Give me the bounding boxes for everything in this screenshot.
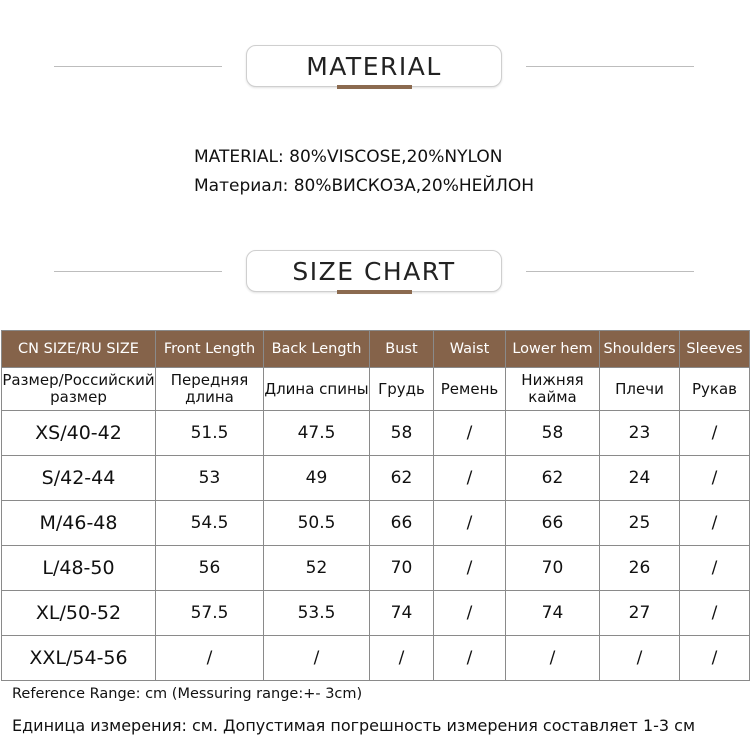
header-row-en xyxy=(2,331,750,368)
header-cell: Shoulders xyxy=(600,331,680,368)
table-cell: 23 xyxy=(600,411,680,456)
material-text-ru: Материал: 80%ВИСКОЗА,20%НЕЙЛОН xyxy=(194,176,535,196)
table-cell: / xyxy=(680,456,750,501)
table-cell: 74 xyxy=(370,591,434,636)
header-cell: Front Length xyxy=(156,331,264,368)
material-section-header xyxy=(0,45,750,91)
table-cell: / xyxy=(680,411,750,456)
size-chart-table xyxy=(1,330,750,681)
table-cell: 62 xyxy=(506,456,600,501)
header-cell: Lower hem xyxy=(506,331,600,368)
size-chart-section-header xyxy=(0,250,750,296)
header-ru-cell: Ремень xyxy=(434,368,506,411)
divider-left xyxy=(54,271,222,272)
header-row-ru xyxy=(2,368,750,411)
header-ru-cell: Грудь xyxy=(370,368,434,411)
table-cell: 58 xyxy=(370,411,434,456)
table-cell: 51.5 xyxy=(156,411,264,456)
table-cell: 49 xyxy=(264,456,370,501)
table-cell: 53 xyxy=(156,456,264,501)
table-cell: / xyxy=(506,636,600,681)
table-row xyxy=(2,591,750,636)
table-cell: 26 xyxy=(600,546,680,591)
divider-right xyxy=(526,271,694,272)
divider-right xyxy=(526,66,694,67)
heading-underline xyxy=(337,290,412,294)
material-heading: MATERIAL xyxy=(246,45,502,87)
header-cell: Back Length xyxy=(264,331,370,368)
header-ru-cell: Длина спины xyxy=(264,368,370,411)
table-row xyxy=(2,456,750,501)
table-cell: / xyxy=(434,546,506,591)
header-cell: Bust xyxy=(370,331,434,368)
table-row xyxy=(2,546,750,591)
table-cell: / xyxy=(370,636,434,681)
header-ru-cell: Плечи xyxy=(600,368,680,411)
size-cell: S/42-44 xyxy=(2,456,156,501)
size-cell: XL/50-52 xyxy=(2,591,156,636)
table-cell: 66 xyxy=(370,501,434,546)
table-cell: / xyxy=(264,636,370,681)
table-cell: 70 xyxy=(506,546,600,591)
size-cell: M/46-48 xyxy=(2,501,156,546)
table-cell: / xyxy=(600,636,680,681)
table-cell: 27 xyxy=(600,591,680,636)
header-cell: CN SIZE/RU SIZE xyxy=(2,331,156,368)
table-cell: / xyxy=(434,411,506,456)
table-cell: / xyxy=(434,636,506,681)
size-cell: XXL/54-56 xyxy=(2,636,156,681)
header-cell: Sleeves xyxy=(680,331,750,368)
material-text-en: MATERIAL: 80%VISCOSE,20%NYLON xyxy=(194,147,503,167)
table-cell: 57.5 xyxy=(156,591,264,636)
table-cell: 47.5 xyxy=(264,411,370,456)
table-cell: 50.5 xyxy=(264,501,370,546)
table-cell: 53.5 xyxy=(264,591,370,636)
table-cell: / xyxy=(434,501,506,546)
size-cell: XS/40-42 xyxy=(2,411,156,456)
table-cell: / xyxy=(434,456,506,501)
table-cell: / xyxy=(680,636,750,681)
table-cell: 66 xyxy=(506,501,600,546)
measurement-unit-note: Единица измерения: см. Допустимая погрешность измерения составляет 1-3 см xyxy=(12,716,696,735)
header-ru-cell: Размер/Российский размер xyxy=(2,368,156,411)
table-row xyxy=(2,411,750,456)
table-cell: 58 xyxy=(506,411,600,456)
table-cell: / xyxy=(434,591,506,636)
table-cell: 24 xyxy=(600,456,680,501)
header-ru-cell: Рукав xyxy=(680,368,750,411)
table-row xyxy=(2,636,750,681)
table-cell: 62 xyxy=(370,456,434,501)
table-cell: 52 xyxy=(264,546,370,591)
header-ru-cell: Нижняя кайма xyxy=(506,368,600,411)
table-cell: 70 xyxy=(370,546,434,591)
table-cell: / xyxy=(680,591,750,636)
table-row xyxy=(2,501,750,546)
table-cell: 25 xyxy=(600,501,680,546)
table-cell: 54.5 xyxy=(156,501,264,546)
table-cell: 56 xyxy=(156,546,264,591)
size-chart-heading: SIZE CHART xyxy=(246,250,502,292)
reference-range-note: Reference Range: cm (Messuring range:+- 3cm) xyxy=(12,686,363,702)
header-cell: Waist xyxy=(434,331,506,368)
table-cell: 74 xyxy=(506,591,600,636)
size-cell: L/48-50 xyxy=(2,546,156,591)
table-cell: / xyxy=(680,501,750,546)
header-ru-cell: Передняя длина xyxy=(156,368,264,411)
table-cell: / xyxy=(156,636,264,681)
table-cell: / xyxy=(680,546,750,591)
heading-underline xyxy=(337,85,412,89)
divider-left xyxy=(54,66,222,67)
